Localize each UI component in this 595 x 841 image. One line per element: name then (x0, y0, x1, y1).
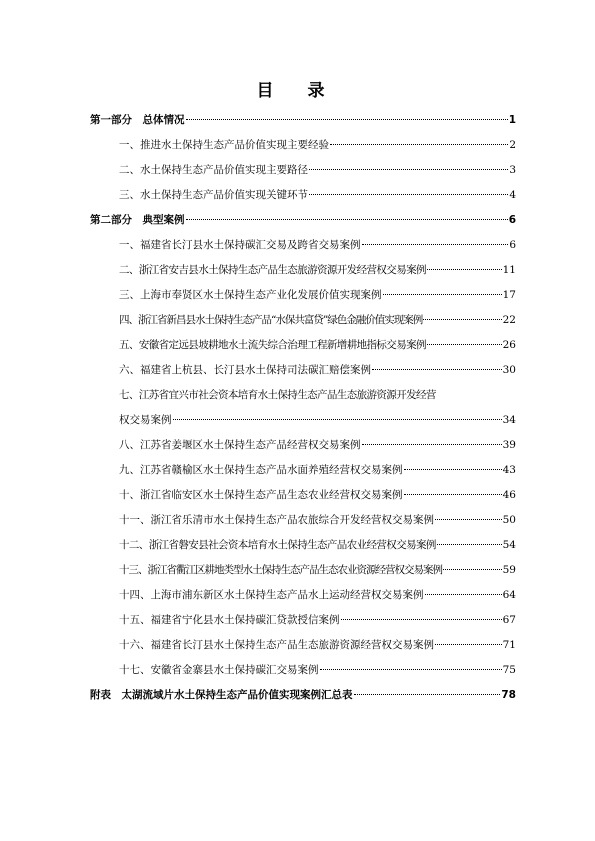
toc-item[interactable] (90, 308, 516, 333)
toc-label: 附表 太湖流域片水土保持生态产品价值实现案例汇总表 (90, 689, 353, 701)
toc-label: 五、安徽省定远县坡耕地水土流失综合治理工程新增耕地指标交易案例 (119, 339, 426, 351)
toc-item[interactable] (90, 558, 516, 583)
toc-leader (427, 344, 502, 345)
toc-leader (186, 119, 508, 120)
toc-item[interactable] (90, 433, 516, 458)
toc-page: 34 (502, 414, 516, 426)
toc-label: 九、江苏省赣榆区水土保持生态产品水面养殖经营权交易案例 (119, 464, 403, 476)
toc-leader (372, 369, 502, 370)
toc-page: 1 (508, 114, 516, 126)
toc-leader (330, 144, 508, 145)
toc-page: 54 (502, 539, 516, 551)
toc-label: 十一、浙江省乐清市水土保持生态产品农旅综合开发经营权交易案例 (119, 514, 434, 526)
table-of-contents (90, 108, 516, 708)
toc-page: 50 (502, 514, 516, 526)
toc-part-1[interactable] (90, 108, 516, 133)
toc-label: 七、江苏省宜兴市社会资本培育水土保持生态产品生态旅游资源开发经营 (119, 389, 436, 401)
toc-page: 6 (508, 214, 516, 226)
toc-item[interactable] (90, 658, 516, 683)
page-title: 目 录 (256, 81, 339, 101)
toc-leader (186, 219, 508, 220)
toc-label: 十二、浙江省磐安县社会资本培育水土保持生态产品农业经营权交易案例 (119, 539, 436, 551)
toc-page: 59 (502, 564, 516, 576)
toc-item[interactable] (90, 583, 516, 608)
toc-label: 四、浙江省新昌县水土保持生态产品“水保共富贷”绿色金融价值实现案例 (119, 314, 423, 326)
toc-page: 67 (502, 614, 516, 626)
toc-item[interactable] (90, 483, 516, 508)
toc-leader (435, 519, 502, 520)
toc-page: 64 (502, 589, 516, 601)
toc-label: 十四、上海市浦东新区水土保持生态产品水上运动经营权交易案例 (119, 589, 424, 601)
toc-page: 75 (502, 664, 516, 676)
toc-leader (427, 269, 502, 270)
toc-label: 六、福建省上杭县、长汀县水土保持司法碳汇赔偿案例 (119, 364, 371, 376)
toc-page: 6 (509, 239, 516, 251)
toc-item-wrapped-line2[interactable] (90, 408, 516, 433)
toc-item[interactable] (90, 283, 516, 308)
toc-label: 第二部分 典型案例 (90, 214, 185, 226)
toc-page: 71 (502, 639, 516, 651)
toc-label: 三、上海市奉贤区水土保持生态产业化发展价值实现案例 (119, 289, 382, 301)
toc-page: 2 (509, 139, 516, 151)
toc-leader (309, 169, 508, 170)
toc-leader (437, 544, 502, 545)
toc-label: 十、浙江省临安区水土保持生态产品生态农业经营权交易案例 (119, 489, 403, 501)
toc-page: 3 (509, 164, 516, 176)
toc-leader (404, 469, 502, 470)
toc-label: 三、水土保持生态产品价值实现关键环节 (119, 189, 308, 201)
toc-item-wrapped-line1[interactable] (90, 383, 516, 408)
toc-item[interactable] (90, 458, 516, 483)
toc-item[interactable] (90, 608, 516, 633)
toc-item[interactable] (90, 333, 516, 358)
toc-label: 二、水土保持生态产品价值实现主要路径 (119, 164, 308, 176)
toc-page: 43 (502, 464, 516, 476)
toc-label: 十三、浙江省衢江区耕地类型水土保持生态产品生态农业资源经营权交易案例 (119, 564, 442, 576)
toc-label: 一、推进水土保持生态产品价值实现主要经验 (119, 139, 329, 151)
toc-leader (341, 619, 502, 620)
toc-appendix[interactable] (90, 683, 516, 708)
toc-leader (320, 669, 502, 670)
toc-leader (383, 294, 502, 295)
toc-label: 二、浙江省安吉县水土保持生态产品生态旅游资源开发经营权交易案例 (119, 264, 426, 276)
toc-item[interactable] (90, 633, 516, 658)
toc-item[interactable] (90, 183, 516, 208)
toc-leader (309, 194, 508, 195)
toc-page: 30 (502, 364, 516, 376)
toc-item[interactable] (90, 258, 516, 283)
toc-label: 第一部分 总体情况 (90, 114, 185, 126)
toc-item[interactable] (90, 133, 516, 158)
toc-leader (435, 644, 502, 645)
toc-page: 39 (502, 439, 516, 451)
toc-label: 十五、福建省宁化县水土保持碳汇贷款授信案例 (119, 614, 340, 626)
toc-page: 46 (502, 489, 516, 501)
toc-item[interactable] (90, 533, 516, 558)
toc-page: 4 (509, 189, 516, 201)
toc-leader (443, 569, 502, 570)
toc-label: 十六、福建省长汀县水土保持生态产品生态旅游资源经营权交易案例 (119, 639, 434, 651)
toc-label: 一、福建省长汀县水土保持碳汇交易及跨省交易案例 (119, 239, 361, 251)
toc-page: 17 (502, 289, 516, 301)
toc-label: 十七、安徽省金寨县水土保持碳汇交易案例 (119, 664, 319, 676)
toc-page: 11 (502, 264, 516, 276)
toc-leader (173, 419, 502, 420)
toc-item[interactable] (90, 158, 516, 183)
toc-page: 22 (502, 314, 516, 326)
toc-part-2[interactable] (90, 208, 516, 233)
toc-leader (354, 694, 501, 695)
toc-leader (362, 444, 502, 445)
toc-page: 78 (501, 689, 516, 701)
toc-item[interactable] (90, 508, 516, 533)
toc-item[interactable] (90, 233, 516, 258)
toc-leader (362, 244, 509, 245)
toc-item[interactable] (90, 358, 516, 383)
toc-leader (425, 594, 502, 595)
toc-leader (423, 319, 501, 320)
toc-label: 八、江苏省姜堰区水土保持生态产品经营权交易案例 (119, 439, 361, 451)
toc-leader (404, 494, 502, 495)
toc-page: 26 (502, 339, 516, 351)
toc-label: 权交易案例 (119, 414, 172, 426)
